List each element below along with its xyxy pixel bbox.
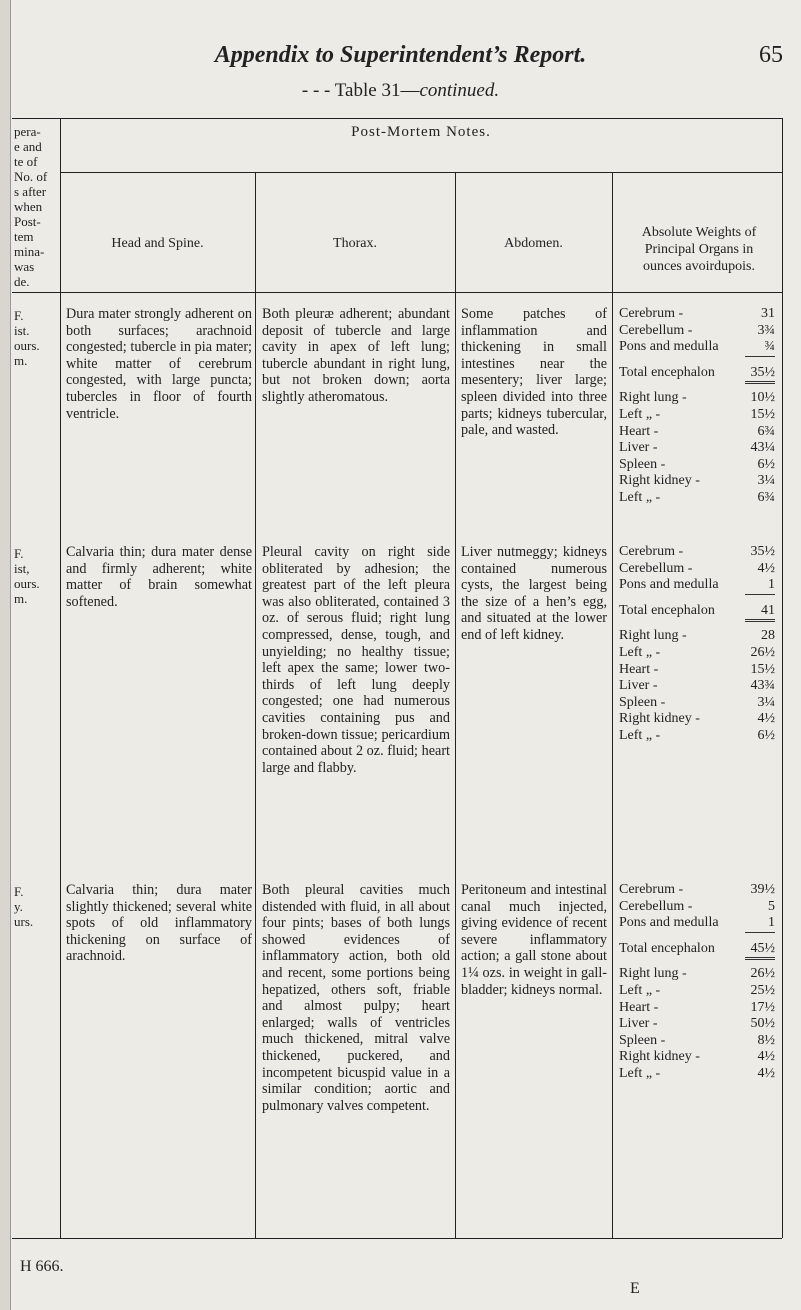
organ-name: Liver - — [619, 440, 658, 456]
organ-name: Left „ - — [619, 727, 661, 743]
organ-name: Heart - — [619, 661, 659, 677]
margin-header-line: mina- — [14, 244, 45, 259]
weight-row — [619, 390, 775, 407]
organ-weight: 4½ — [757, 1049, 775, 1065]
row-margin-fragment: ist. — [14, 323, 30, 338]
row-1-margin — [14, 308, 40, 368]
group-header-rule — [60, 172, 782, 173]
weight-row — [619, 490, 775, 507]
total-label: Total encephalon — [619, 940, 715, 956]
organ-weight: 39½ — [750, 882, 775, 897]
row-1-thorax: Both pleuræ adherent; abundant deposit of tubercle and large cavity in apex of left lung; tubercle abundant in right lung, but not broken down; aorta slightly atheromatous. — [262, 306, 450, 405]
weight-row — [619, 728, 775, 745]
organ-name: Pons and medulla — [619, 577, 719, 593]
organ-name: Cerebellum - — [619, 898, 693, 914]
row-margin-fragment: F. — [14, 546, 24, 561]
organ-name: Spleen - — [619, 694, 666, 710]
table-top-rule — [12, 118, 782, 119]
organ-name: Cerebellum - — [619, 560, 693, 576]
total-encephalon-row — [619, 603, 775, 620]
post-mortem-notes-heading: Post-Mortem Notes. — [351, 124, 491, 140]
row-margin-fragment: ours. — [14, 576, 40, 591]
organ-weight: 6¾ — [757, 423, 775, 439]
organ-weight: 3¼ — [757, 694, 775, 710]
margin-header-line: te of — [14, 154, 38, 169]
table-title-prefix: - - - Table 31— — [301, 80, 420, 101]
organ-weight: 4½ — [757, 1065, 775, 1081]
weight-row — [619, 899, 775, 916]
organ-name: Heart - — [619, 999, 659, 1015]
organ-weight: 4½ — [757, 560, 775, 576]
weight-row — [619, 662, 775, 679]
row-margin-fragment: m. — [14, 591, 28, 606]
organ-name: Spleen - — [619, 1032, 666, 1048]
weight-row — [619, 678, 775, 695]
row-margin-fragment: ours. — [14, 338, 40, 353]
row-3-thorax: Both pleural cavities much distended with fluid, in all about four pints; bases of both lungs showed evidences of inflammatory action, both old and recent, some portions being hepatized, others soft, friable and almost pulpy; heart enlarged; walls of ventricles much thickened, mitral valve thickened, puckered, and incompetent bicuspid value in a similar condition; aortic and pulmonary valves competent. — [262, 882, 450, 1114]
organ-weight: 28 — [761, 628, 775, 644]
organ-name: Right lung - — [619, 628, 687, 644]
weight-row — [619, 1066, 775, 1083]
total-label: Total encephalon — [619, 602, 715, 618]
weight-row — [619, 1000, 775, 1017]
weight-row — [619, 306, 775, 323]
weight-row — [619, 407, 775, 424]
organ-weight: 17½ — [750, 999, 775, 1015]
column-rule-2 — [255, 172, 256, 1238]
organ-weight: 4½ — [757, 711, 775, 727]
head-and-spine-heading: Head and Spine. — [111, 236, 204, 251]
row-2-abdomen: Liver nutmeggy; kidneys contained numerous cysts, the largest being the size of a hen’s egg, and situated at the lower end of left kidney. — [461, 544, 607, 643]
footer-sheet-letter: E — [630, 1280, 640, 1297]
row-1-head-and-spine: Dura mater strongly adherent on both surfaces; arachnoid congested; tubercle in pia mater; white matter of cerebrum congested, with large puncta; tubercles in floor of fourth ventricle. — [66, 306, 252, 422]
organ-weight: ¾ — [764, 339, 775, 355]
organ-weight: 8½ — [757, 1032, 775, 1048]
weight-row — [619, 983, 775, 1000]
organ-weight: 10½ — [750, 390, 775, 406]
row-3-abdomen: Peritoneum and intestinal canal much injected, giving evidence of recent severe inflammatory action; a gall stone about 1¼ ozs. in weight in gall-bladder; kidneys normal. — [461, 882, 607, 998]
total-value: 45½ — [750, 940, 775, 956]
organ-name: Pons and medulla — [619, 339, 719, 355]
margin-header-line: pera- — [14, 124, 41, 139]
total-double-rule — [745, 381, 775, 390]
weight-row — [619, 1016, 775, 1033]
organ-weight: 43¼ — [750, 440, 775, 456]
organ-weight: 6½ — [757, 727, 775, 743]
row-margin-fragment: F. — [14, 308, 24, 323]
binding-edge — [0, 0, 11, 1310]
column-rule-1 — [60, 118, 61, 1238]
organ-name: Spleen - — [619, 456, 666, 472]
organ-name: Left „ - — [619, 489, 661, 505]
row-3-head-and-spine: Calvaria thin; dura mater slightly thickened; several white spots of old inflammatory thickening on surface of arachnoid. — [66, 882, 252, 965]
weight-row — [619, 323, 775, 340]
margin-header-line: tem — [14, 229, 34, 244]
organ-name: Left „ - — [619, 982, 661, 998]
weight-row — [619, 882, 775, 899]
weight-row — [619, 561, 775, 578]
organ-name: Right lung - — [619, 966, 687, 982]
weight-row — [619, 695, 775, 712]
organ-weight: 15½ — [750, 406, 775, 422]
weight-row — [619, 628, 775, 645]
organ-weight: 43¾ — [750, 678, 775, 694]
weight-row — [619, 1033, 775, 1050]
margin-header-line: e and — [14, 139, 42, 154]
organ-weight: 15½ — [750, 661, 775, 677]
column-rule-4 — [612, 172, 613, 1238]
weight-row — [619, 711, 775, 728]
weight-row — [619, 424, 775, 441]
weight-row — [619, 473, 775, 490]
weight-row — [619, 915, 775, 932]
organ-weight: 1 — [768, 577, 775, 593]
organ-name: Liver - — [619, 1016, 658, 1032]
row-1-organ-weights — [619, 306, 775, 507]
organ-weight: 31 — [761, 306, 775, 321]
organ-weight: 6½ — [757, 456, 775, 472]
total-label: Total encephalon — [619, 364, 715, 380]
subtotal-rule — [745, 356, 775, 365]
table-title — [0, 80, 801, 102]
organ-weight: 3¼ — [757, 473, 775, 489]
margin-header-line: No. of — [14, 169, 48, 184]
organ-name: Right kidney - — [619, 1049, 700, 1065]
page-header-title: Appendix to Superintendent’s Report. — [214, 42, 587, 68]
weights-heading: Absolute Weights of Principal Organs in ounces avoirdupois. — [641, 225, 757, 274]
organ-name: Right kidney - — [619, 473, 700, 489]
total-double-rule — [745, 957, 775, 966]
organ-name: Cerebrum - — [619, 306, 684, 321]
organ-name: Liver - — [619, 678, 658, 694]
table-right-rule — [782, 118, 783, 1238]
row-3-margin — [14, 884, 33, 929]
total-value: 41 — [761, 602, 775, 618]
total-value: 35½ — [750, 364, 775, 380]
header-bottom-rule — [12, 292, 782, 293]
abdomen-heading: Abdomen. — [504, 236, 563, 251]
organ-weight: 50½ — [750, 1016, 775, 1032]
weight-row — [619, 339, 775, 356]
row-2-organ-weights — [619, 544, 775, 745]
row-margin-fragment: y. — [14, 899, 23, 914]
row-margin-fragment: ist, — [14, 561, 30, 576]
organ-name: Cerebrum - — [619, 882, 684, 897]
row-margin-fragment: urs. — [14, 914, 34, 929]
organ-weight: 35½ — [750, 544, 775, 559]
row-3-organ-weights — [619, 882, 775, 1083]
row-2-margin — [14, 546, 40, 606]
weight-row — [619, 440, 775, 457]
column-rule-3 — [455, 172, 456, 1238]
margin-header-line: was — [14, 259, 35, 274]
weight-row — [619, 645, 775, 662]
total-encephalon-row — [619, 941, 775, 958]
organ-weight: 26½ — [750, 644, 775, 660]
margin-header — [14, 124, 47, 289]
table-bottom-rule — [12, 1238, 782, 1239]
thorax-heading: Thorax. — [333, 236, 377, 251]
organ-name: Pons and medulla — [619, 915, 719, 931]
row-1-abdomen: Some patches of inflammation and thickening in small intestines near the mesentery; liver large; spleen divided into three parts; kidneys tubercular, pale, and wasted. — [461, 306, 607, 439]
organ-name: Right kidney - — [619, 711, 700, 727]
table-title-suffix: continued. — [419, 80, 500, 101]
margin-header-line: de. — [14, 274, 30, 289]
organ-weight: 25½ — [750, 982, 775, 998]
organ-name: Cerebrum - — [619, 544, 684, 559]
row-margin-fragment: F. — [14, 884, 24, 899]
organ-name: Left „ - — [619, 644, 661, 660]
weight-row — [619, 544, 775, 561]
weight-row — [619, 577, 775, 594]
margin-header-line: when — [14, 199, 43, 214]
row-2-thorax: Pleural cavity on right side obliterated by adhesion; the greatest part of the left pleura was also obliterated, contained 3 oz. of serous fluid; right lung compressed, dense, tough, and unyielding; no healthy tissue; left apex the same; lower two-thirds of left lung deeply congested; one had numerous cavities containing pus and broken-down tissue; pericardium contained about 2 oz. fluid; heart large and flabby. — [262, 544, 450, 776]
organ-name: Left „ - — [619, 406, 661, 422]
footer-signature-mark: H 666. — [20, 1258, 64, 1275]
weight-row — [619, 966, 775, 983]
page-number: 65 — [759, 42, 783, 68]
organ-name: Cerebellum - — [619, 322, 693, 338]
organ-name: Right lung - — [619, 390, 687, 406]
organ-weight: 3¾ — [757, 322, 775, 338]
margin-header-line: s after — [14, 184, 47, 199]
subtotal-rule — [745, 932, 775, 941]
total-encephalon-row — [619, 365, 775, 382]
organ-name: Heart - — [619, 423, 659, 439]
row-margin-fragment: m. — [14, 353, 28, 368]
total-double-rule — [745, 619, 775, 628]
weight-row — [619, 1049, 775, 1066]
organ-weight: 5 — [768, 898, 775, 914]
weight-row — [619, 457, 775, 474]
organ-weight: 6¾ — [757, 489, 775, 505]
margin-header-line: Post- — [14, 214, 41, 229]
row-2-head-and-spine: Calvaria thin; dura mater dense and firmly adherent; white matter of brain somewhat softened. — [66, 544, 252, 610]
organ-name: Left „ - — [619, 1065, 661, 1081]
organ-weight: 1 — [768, 915, 775, 931]
organ-weight: 26½ — [750, 966, 775, 982]
subtotal-rule — [745, 594, 775, 603]
